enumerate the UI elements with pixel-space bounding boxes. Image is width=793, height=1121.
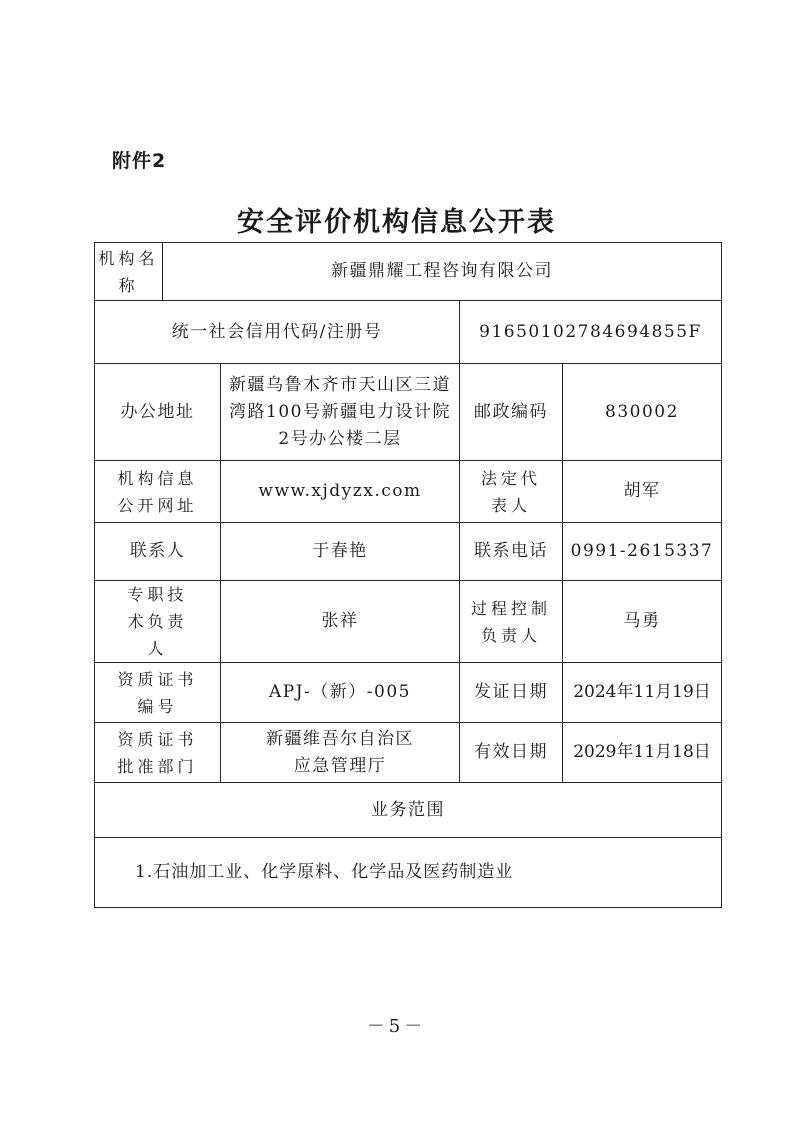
valid-date-value: 2029年11月18日 xyxy=(563,723,722,783)
org-name-label: 机构名称 xyxy=(95,243,163,301)
business-scope-label: 业务范围 xyxy=(95,783,722,838)
tech-lead-value: 张祥 xyxy=(221,581,460,663)
website-value: www.xjdyzx.com xyxy=(221,461,460,523)
cert-dept-label: 资质证书批准部门 xyxy=(95,723,221,783)
cert-no-value: APJ-（新）-005 xyxy=(221,663,460,723)
phone-value: 0991-2615337 xyxy=(563,523,722,581)
postcode-value: 830002 xyxy=(563,364,722,461)
table-row xyxy=(95,723,722,783)
legal-rep-value: 胡军 xyxy=(563,461,722,523)
page-number: －5－ xyxy=(366,1016,427,1037)
phone-label: 联系电话 xyxy=(460,523,563,581)
address-label: 办公地址 xyxy=(95,364,221,461)
document-title: 安全评价机构信息公开表 xyxy=(237,207,556,238)
process-lead-label: 过程控制负责人 xyxy=(460,581,563,663)
contact-label: 联系人 xyxy=(95,523,221,581)
website-label: 机构信息公开网址 xyxy=(95,461,221,523)
attachment-label: 附件2 xyxy=(112,150,167,172)
process-lead-value: 马勇 xyxy=(563,581,722,663)
contact-value: 于春艳 xyxy=(221,523,460,581)
cert-no-label: 资质证书编号 xyxy=(95,663,221,723)
table-row xyxy=(95,461,722,523)
table-row xyxy=(95,783,722,838)
credit-code-value: 91650102784694855F xyxy=(460,301,722,364)
address-value: 新疆乌鲁木齐市天山区三道湾路100号新疆电力设计院2号办公楼二层 xyxy=(221,364,460,461)
issue-date-label: 发证日期 xyxy=(460,663,563,723)
table-row xyxy=(95,523,722,581)
info-table xyxy=(94,242,722,908)
issue-date-value: 2024年11月19日 xyxy=(563,663,722,723)
valid-date-label: 有效日期 xyxy=(460,723,563,783)
table-row xyxy=(95,663,722,723)
table-row xyxy=(95,301,722,364)
credit-code-label: 统一社会信用代码/注册号 xyxy=(95,301,460,364)
postcode-label: 邮政编码 xyxy=(460,364,563,461)
table-row xyxy=(95,364,722,461)
table-row xyxy=(95,581,722,663)
tech-lead-label: 专职技术负责人 xyxy=(95,581,221,663)
org-name-value: 新疆鼎耀工程咨询有限公司 xyxy=(163,243,722,301)
table-row xyxy=(95,838,722,908)
table-row xyxy=(95,243,722,301)
legal-rep-label: 法定代表人 xyxy=(460,461,563,523)
cert-dept-value: 新疆维吾尔自治区应急管理厅 xyxy=(221,723,460,783)
business-scope-item: 1.石油加工业、化学原料、化学品及医药制造业 xyxy=(95,838,722,908)
